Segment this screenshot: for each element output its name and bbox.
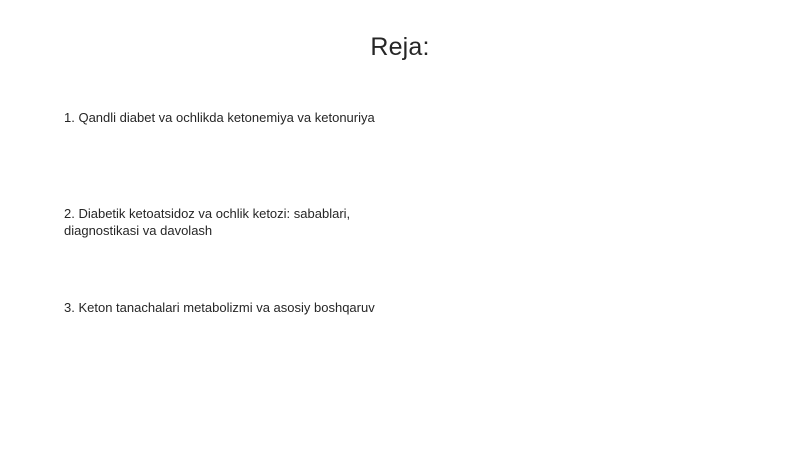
agenda-item-2: 2. Diabetik ketoatsidoz va ochlik ketozi: sabablari, diagnostikasi va davolash <box>64 206 351 238</box>
slide-title: Reja: <box>370 33 430 61</box>
agenda-item-3: 3. Keton tanachalari metabolizmi va asosiy boshqaruv <box>64 300 375 315</box>
agenda-item-1: 1. Qandli diabet va ochlikda ketonemiya va ketonuriya <box>64 110 375 125</box>
